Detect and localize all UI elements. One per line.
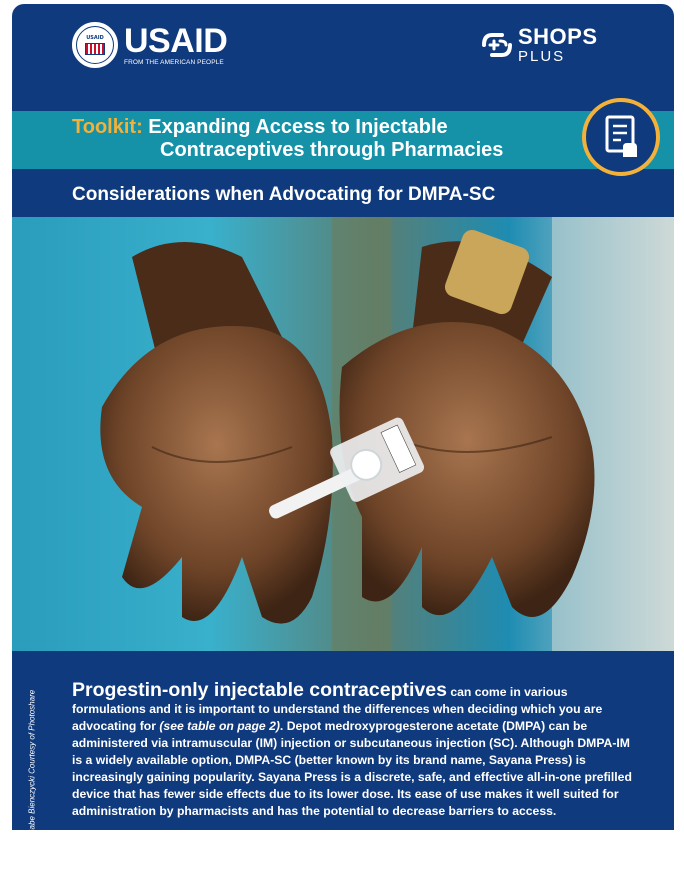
- document-subtitle: Considerations when Advocating for DMPA-SC: [72, 184, 496, 205]
- title-line-2: Contraceptives through Pharmacies: [160, 139, 504, 161]
- usaid-logo: [72, 22, 227, 68]
- body-part-2: . Depot medroxyprogesterone acetate (DMPA) can be administered via intramuscular (IM) injection or subcutaneous injection (SC). Although DMPA-IM is a widely available option, DMPA-SC (better known by its brand name, Sayana Press) is increasingly gaining popularity. Sayana Press is a discrete, safe, and effective all-in-one prefilled device that has fewer side effects due to its lower dose. Its ease of use makes it well suited for administration by pharmacists and has the potential to decrease barriers to access.: [72, 719, 632, 818]
- shops-plus-logo: [480, 26, 598, 64]
- table-reference: (see table on page 2): [159, 719, 280, 733]
- title-line-1: Expanding Access to Injectable: [148, 116, 448, 138]
- title-band: [12, 111, 674, 169]
- body-lead: Progestin-only injectable contraceptives: [72, 679, 447, 701]
- usaid-seal-icon: [72, 22, 118, 68]
- seal-text: USAID: [86, 34, 104, 41]
- title-prefix: Toolkit:: [72, 116, 143, 138]
- shops-name: SHOPS: [518, 24, 598, 49]
- document-page: [12, 4, 674, 892]
- document-hand-icon: [582, 98, 660, 176]
- page-header: [12, 4, 674, 108]
- body-paragraph: [72, 680, 632, 820]
- usaid-tagline: FROM THE AMERICAN PEOPLE: [124, 59, 224, 66]
- shops-mark-icon: [480, 31, 514, 59]
- document-title: [72, 116, 572, 162]
- body-part-1: can come in various formulations and it is important to understand the differences when deciding which you are advocating for: [72, 685, 603, 733]
- photo-credit: Photo: © PATH/Gabe Bienczycki Courtesy of Photoshare: [27, 689, 37, 892]
- usaid-name: USAID: [124, 22, 228, 60]
- shops-plus-word: PLUS: [518, 48, 566, 65]
